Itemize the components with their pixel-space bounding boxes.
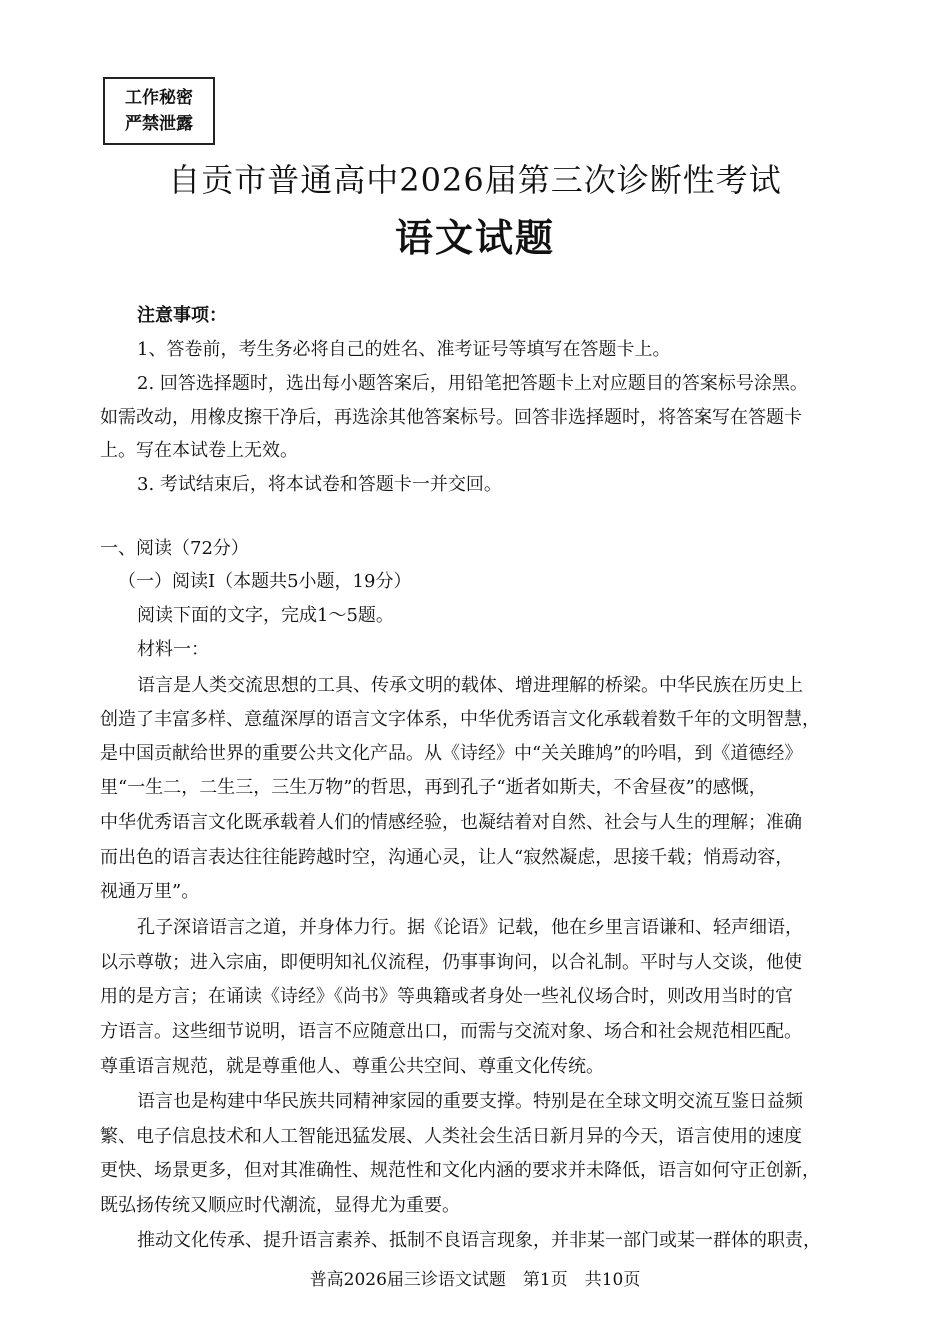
reading-instruction: 阅读下面的文字，完成1～5题。 xyxy=(137,605,394,626)
stamp-line-1: 工作秘密 xyxy=(125,88,193,108)
notice-item-2-line-2: 如需改动，用橡皮擦干净后，再选涂其他答案标号。回答非选择题时，将答案写在答题卡 xyxy=(100,407,802,428)
passage-line: 里“一生二，二生三，三生万物”的哲思，再到孔子“逝者如斯夫，不舍昼夜”的感慨， xyxy=(100,777,767,798)
passage-line: 而出色的语言表达往往能跨越时空，沟通心灵，让人“寂然凝虑，思接千载；悄焉动容， xyxy=(100,847,794,868)
page-footer: 普高2026届三诊语文试题 第1页 共10页 xyxy=(309,1270,641,1290)
part-title: 一、阅读（72分） xyxy=(100,538,249,559)
passage-line: 推动文化传承、提升语言素养、抵制不良语言现象，并非某一部门或某一群体的职责， xyxy=(137,1230,821,1251)
notice-item-1: 1、答卷前，考生务必将自己的姓名、准考证号等填写在答题卡上。 xyxy=(137,339,671,360)
passage-line: 创造了丰富多样、意蕴深厚的语言文字体系，中华优秀语言文化承载着数千年的文明智慧， xyxy=(100,709,820,730)
passage-line: 繁、电子信息技术和人工智能迅猛发展、人类社会生活日新月异的今天，语言使用的速度 xyxy=(100,1126,802,1147)
stamp-line-2: 严禁泄露 xyxy=(125,114,193,134)
passage-line: 尊重语言规范，就是尊重他人、尊重公共空间、尊重文化传统。 xyxy=(100,1056,604,1077)
confidential-stamp xyxy=(103,77,215,145)
passage-line: 以示尊敬；进入宗庙，即便明知礼仪流程，仍事事询问，以合礼制。平时与人交谈，他使 xyxy=(100,952,802,973)
passage-line: 更快、场景更多，但对其准确性、规范性和文化内涵的要求并未降低，语言如何守正创新， xyxy=(100,1160,820,1181)
passage-line: 视通万里”。 xyxy=(100,881,200,902)
subject-title: 语文试题 xyxy=(394,216,555,260)
notice-item-2-line-3: 上。写在本试卷上无效。 xyxy=(100,440,298,461)
passage-line: 是中国贡献给世界的重要公共文化产品。从《诗经》中“关关雎鸠”的吟唱，到《道德经》 xyxy=(100,743,803,764)
exam-title: 自贡市普通高中2026届第三次诊断性考试 xyxy=(168,161,782,199)
passage-line: 方语言。这些细节说明，语言不应随意出口，而需与交流对象、场合和社会规范相匹配。 xyxy=(100,1021,802,1042)
notice-item-2-line-1: 2. 回答选择题时，选出每小题答案后，用铅笔把答题卡上对应题目的答案标号涂黑。 xyxy=(137,373,808,394)
notice-heading: 注意事项： xyxy=(137,305,227,326)
passage-line: 既弘扬传统又顺应时代潮流，显得尤为重要。 xyxy=(100,1195,460,1216)
passage-line: 中华优秀语言文化既承载着人们的情感经验，也凝结着对自然、社会与人生的理解；准确 xyxy=(100,812,802,833)
passage-line: 用的是方言；在诵读《诗经》《尚书》等典籍或者身处一些礼仪场合时，则改用当时的官 xyxy=(100,986,793,1007)
material-label: 材料一： xyxy=(137,639,209,660)
passage-line: 孔子深谙语言之道，并身体力行。据《论语》记载，他在乡里言语谦和、轻声细语， xyxy=(137,917,803,938)
notice-item-3: 3. 考试结束后，将本试卷和答题卡一并交回。 xyxy=(137,474,502,495)
passage-line: 语言也是构建中华民族共同精神家园的重要支撑。特别是在全球文明交流互鉴日益频 xyxy=(137,1091,803,1112)
passage-line: 语言是人类交流思想的工具、传承文明的载体、增进理解的桥梁。中华民族在历史上 xyxy=(137,675,803,696)
sub-section-title: （一）阅读Ⅰ（本题共5小题，19分） xyxy=(118,571,412,592)
